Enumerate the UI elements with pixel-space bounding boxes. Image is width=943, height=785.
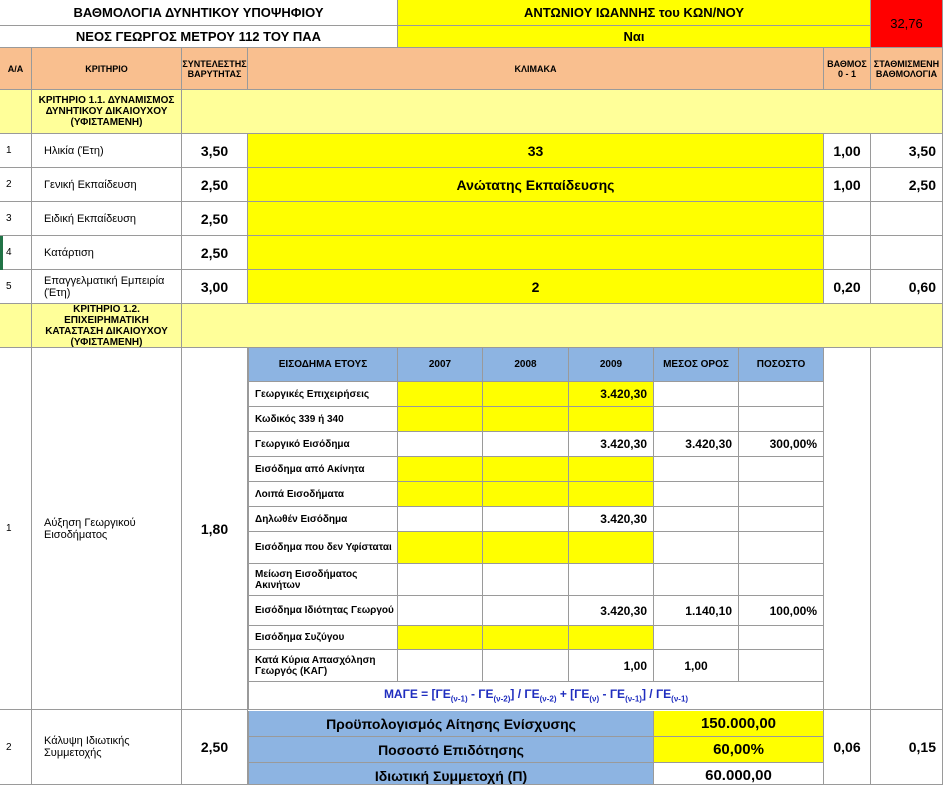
- col-header-criterion[interactable]: ΚΡΙΤΗΡΙΟ: [32, 48, 182, 90]
- income-average-cell[interactable]: [654, 532, 739, 564]
- applicant-name[interactable]: ΑΝΤΩΝΙΟΥ ΙΩΑΝΝΗΣ του ΚΩΝ/ΝΟΥ: [398, 0, 871, 26]
- row-number[interactable]: 1: [0, 134, 32, 168]
- active-cell-marker: [0, 236, 3, 270]
- income-header-average[interactable]: ΜΕΣΟΣ ΟΡΟΣ: [654, 348, 739, 382]
- formula-sub: (ν-1): [671, 694, 689, 704]
- row-number[interactable]: 5: [0, 270, 32, 304]
- income-header-label[interactable]: ΕΙΣΟΔΗΜΑ ΕΤΟΥΣ: [248, 348, 398, 382]
- formula-text: + [ΓΕ: [556, 687, 590, 702]
- eligibility-value[interactable]: Ναι: [398, 26, 871, 48]
- scale-value[interactable]: [248, 236, 824, 270]
- income-row-label[interactable]: Μείωση Εισοδήματος Ακινήτων: [248, 564, 398, 596]
- col-header-scale[interactable]: ΚΛΙΜΑΚΑ: [248, 48, 824, 90]
- formula-sub: (ν-2): [493, 694, 511, 704]
- income-2008-cell[interactable]: [483, 482, 569, 507]
- income-2008-cell[interactable]: [483, 432, 569, 457]
- total-score[interactable]: 32,76: [871, 0, 943, 48]
- budget-label[interactable]: Προϋπολογισμός Αίτησης Ενίσχυσης: [248, 711, 654, 737]
- formula-text: - ΓΕ: [467, 687, 494, 702]
- income-2007-cell[interactable]: [398, 564, 483, 596]
- subsidy-rate-value[interactable]: 60,00%: [654, 737, 824, 763]
- income-average-cell[interactable]: [654, 407, 739, 432]
- col-header-weight[interactable]: ΣΥΝΤΕΛΕΣΤΗΣ ΒΑΡΥΤΗΤΑΣ: [182, 48, 248, 90]
- criterion-label[interactable]: Κατάρτιση: [32, 236, 182, 270]
- income-2007-cell[interactable]: [398, 382, 483, 407]
- weighted-value[interactable]: 3,50: [871, 134, 943, 168]
- income-row-label[interactable]: Κατά Κύρια Απασχόληση Γεωργός (ΚΑΓ): [248, 650, 398, 682]
- grade-value[interactable]: [824, 202, 871, 236]
- income-average-cell[interactable]: 3.420,30: [654, 432, 739, 457]
- income-2007-cell[interactable]: [398, 407, 483, 432]
- scale-value[interactable]: 33: [248, 134, 824, 168]
- income-percent-cell[interactable]: [739, 532, 824, 564]
- criterion-label[interactable]: Γενική Εκπαίδευση: [32, 168, 182, 202]
- scale-value[interactable]: Ανώτατης Εκπαίδευσης: [248, 168, 824, 202]
- formula-text: ] / ΓΕ: [641, 687, 672, 702]
- formula-sub: (ν-1): [625, 694, 642, 704]
- income-2009-cell[interactable]: 3.420,30: [569, 507, 654, 532]
- income-2009-cell[interactable]: [569, 564, 654, 596]
- income-percent-cell[interactable]: [739, 482, 824, 507]
- income-average-cell[interactable]: [654, 626, 739, 650]
- income-percent-cell[interactable]: 300,00%: [739, 432, 824, 457]
- income-percent-cell[interactable]: [739, 407, 824, 432]
- weighted-value[interactable]: [871, 236, 943, 270]
- income-row-label[interactable]: Εισόδημα που δεν Υφίσταται: [248, 532, 398, 564]
- criterion-label[interactable]: Κάλυψη Ιδιωτικής Συμμετοχής: [32, 710, 182, 785]
- income-header-percent[interactable]: ΠΟΣΟΣΤΟ: [739, 348, 824, 382]
- income-2009-cell[interactable]: [569, 482, 654, 507]
- income-percent-cell[interactable]: [739, 626, 824, 650]
- weight-value[interactable]: 2,50: [182, 236, 248, 270]
- income-average-cell[interactable]: [654, 564, 739, 596]
- weight-value[interactable]: 1,80: [182, 348, 248, 710]
- income-2008-cell[interactable]: [483, 382, 569, 407]
- private-participation-value[interactable]: 60.000,00: [654, 763, 824, 785]
- formula-text: ] / ΓΕ: [510, 687, 540, 702]
- income-average-cell[interactable]: [654, 457, 739, 482]
- weight-value[interactable]: 3,00: [182, 270, 248, 304]
- income-2008-cell[interactable]: [483, 596, 569, 626]
- income-percent-cell[interactable]: [739, 457, 824, 482]
- row-number[interactable]: 4: [0, 236, 32, 270]
- income-average-cell[interactable]: 1.140,10: [654, 596, 739, 626]
- income-average-cell[interactable]: [654, 382, 739, 407]
- criterion-label[interactable]: Ηλικία (Έτη): [32, 134, 182, 168]
- income-2008-cell[interactable]: [483, 507, 569, 532]
- section1-aa-cell[interactable]: [0, 90, 32, 134]
- income-average-cell[interactable]: [654, 507, 739, 532]
- income-2007-cell[interactable]: [398, 507, 483, 532]
- income-header-2009[interactable]: 2009: [569, 348, 654, 382]
- scale-value[interactable]: 2: [248, 270, 824, 304]
- weighted-value[interactable]: [871, 348, 943, 710]
- col-header-weighted[interactable]: ΣΤΑΘΜΙΣΜΕΝΗ ΒΑΘΜΟΛΟΓΙΑ: [871, 48, 943, 90]
- income-2008-cell[interactable]: [483, 650, 569, 682]
- income-2007-cell[interactable]: [398, 432, 483, 457]
- measure-title[interactable]: ΝΕΟΣ ΓΕΩΡΓΟΣ ΜΕΤΡΟΥ 112 ΤΟΥ ΠΑΑ: [0, 26, 398, 48]
- income-row-label[interactable]: Κωδικός 339 ή 340: [248, 407, 398, 432]
- weight-value[interactable]: 2,50: [182, 710, 248, 785]
- income-2009-cell[interactable]: 1,00: [569, 650, 654, 682]
- income-2008-cell[interactable]: [483, 407, 569, 432]
- grade-value[interactable]: 1,00: [824, 134, 871, 168]
- income-2008-cell[interactable]: [483, 532, 569, 564]
- income-2008-cell[interactable]: [483, 564, 569, 596]
- income-2009-cell[interactable]: 3.420,30: [569, 596, 654, 626]
- income-row-label[interactable]: Δηλωθέν Εισόδημα: [248, 507, 398, 532]
- income-row-label[interactable]: Εισόδημα Συζύγου: [248, 626, 398, 650]
- weighted-value[interactable]: 0,15: [871, 710, 943, 785]
- weighted-value[interactable]: [871, 202, 943, 236]
- criterion-label[interactable]: Ειδική Εκπαίδευση: [32, 202, 182, 236]
- col-header-grade[interactable]: ΒΑΘΜΟΣ 0 - 1: [824, 48, 871, 90]
- section1-filler[interactable]: [182, 90, 943, 134]
- income-2009-cell[interactable]: 3.420,30: [569, 382, 654, 407]
- formula-sub: (ν-2): [539, 694, 557, 704]
- income-row-label[interactable]: Εισόδημα από Ακίνητα: [248, 457, 398, 482]
- sheet-title[interactable]: ΒΑΘΜΟΛΟΓΙΑ ΔΥΝΗΤΙΚΟΥ ΥΠΟΨΗΦΙΟΥ: [0, 0, 398, 26]
- grade-value[interactable]: 0,20: [824, 270, 871, 304]
- income-2007-cell[interactable]: [398, 457, 483, 482]
- weighted-value[interactable]: 0,60: [871, 270, 943, 304]
- income-2007-cell[interactable]: [398, 650, 483, 682]
- income-percent-cell[interactable]: [739, 382, 824, 407]
- row-number[interactable]: 2: [0, 168, 32, 202]
- income-2007-cell[interactable]: [398, 532, 483, 564]
- income-row-label[interactable]: Λοιπά Εισοδήματα: [248, 482, 398, 507]
- income-row-label[interactable]: Γεωργικό Εισόδημα: [248, 432, 398, 457]
- income-2008-cell[interactable]: [483, 457, 569, 482]
- income-2009-cell[interactable]: [569, 457, 654, 482]
- grade-value[interactable]: 0,06: [824, 710, 871, 785]
- formula-sub: (ν-1): [450, 694, 468, 704]
- income-percent-cell[interactable]: 100,00%: [739, 596, 824, 626]
- income-percent-cell[interactable]: [739, 507, 824, 532]
- weighted-value[interactable]: 2,50: [871, 168, 943, 202]
- grade-value[interactable]: [824, 348, 871, 710]
- weight-value[interactable]: 2,50: [182, 168, 248, 202]
- formula-sub: (ν): [589, 694, 600, 704]
- income-percent-cell[interactable]: [739, 650, 824, 682]
- income-header-2008[interactable]: 2008: [483, 348, 569, 382]
- row-number[interactable]: 1: [0, 348, 32, 710]
- private-participation-label[interactable]: Ιδιωτική Συμμετοχή (Π): [248, 763, 654, 785]
- criterion-label[interactable]: Επαγγελματική Εμπειρία (Έτη): [32, 270, 182, 304]
- mage-formula[interactable]: [248, 682, 824, 710]
- section2-title[interactable]: ΚΡΙΤΗΡΙΟ 1.2. ΕΠΙΧΕΙΡΗΜΑΤΙΚΗ ΚΑΤΑΣΤΑΣΗ ΔΙΚΑΙΟΥΧΟΥ (ΥΦΙΣΤΑΜΕΝΗ): [32, 304, 182, 348]
- section2-filler[interactable]: [182, 304, 943, 348]
- grade-value[interactable]: 1,00: [824, 168, 871, 202]
- income-2007-cell[interactable]: [398, 626, 483, 650]
- formula-text: - ΓΕ: [599, 687, 626, 702]
- scale-value[interactable]: [248, 202, 824, 236]
- section2-aa-cell[interactable]: [0, 304, 32, 348]
- col-header-aa[interactable]: Α/Α: [0, 48, 32, 90]
- income-2009-cell[interactable]: 3.420,30: [569, 432, 654, 457]
- subsidy-rate-label[interactable]: Ποσοστό Επιδότησης: [248, 737, 654, 763]
- income-2009-cell[interactable]: [569, 532, 654, 564]
- formula-text: ΜΑΓΕ = [ΓΕ: [383, 687, 451, 702]
- row-number[interactable]: 3: [0, 202, 32, 236]
- income-2007-cell[interactable]: [398, 596, 483, 626]
- income-2009-cell[interactable]: [569, 407, 654, 432]
- income-header-2007[interactable]: 2007: [398, 348, 483, 382]
- income-row-label[interactable]: Εισόδημα Ιδιότητας Γεωργού: [248, 596, 398, 626]
- income-percent-cell[interactable]: [739, 564, 824, 596]
- income-2009-cell[interactable]: [569, 626, 654, 650]
- section1-title[interactable]: ΚΡΙΤΗΡΙΟ 1.1. ΔΥΝΑΜΙΣΜΟΣ ΔΥΝΗΤΙΚΟΥ ΔΙΚΑΙΟΥΧΟΥ (ΥΦΙΣΤΑΜΕΝΗ): [32, 90, 182, 134]
- criterion-label[interactable]: Αύξηση Γεωργικού Εισοδήματος: [32, 348, 182, 710]
- income-2008-cell[interactable]: [483, 626, 569, 650]
- weight-value[interactable]: 3,50: [182, 134, 248, 168]
- income-average-cell[interactable]: 1,00: [654, 650, 739, 682]
- weight-value[interactable]: 2,50: [182, 202, 248, 236]
- income-average-cell[interactable]: [654, 482, 739, 507]
- income-row-label[interactable]: Γεωργικές Επιχειρήσεις: [248, 382, 398, 407]
- income-2007-cell[interactable]: [398, 482, 483, 507]
- grade-value[interactable]: [824, 236, 871, 270]
- budget-value[interactable]: 150.000,00: [654, 711, 824, 737]
- row-number[interactable]: 2: [0, 710, 32, 785]
